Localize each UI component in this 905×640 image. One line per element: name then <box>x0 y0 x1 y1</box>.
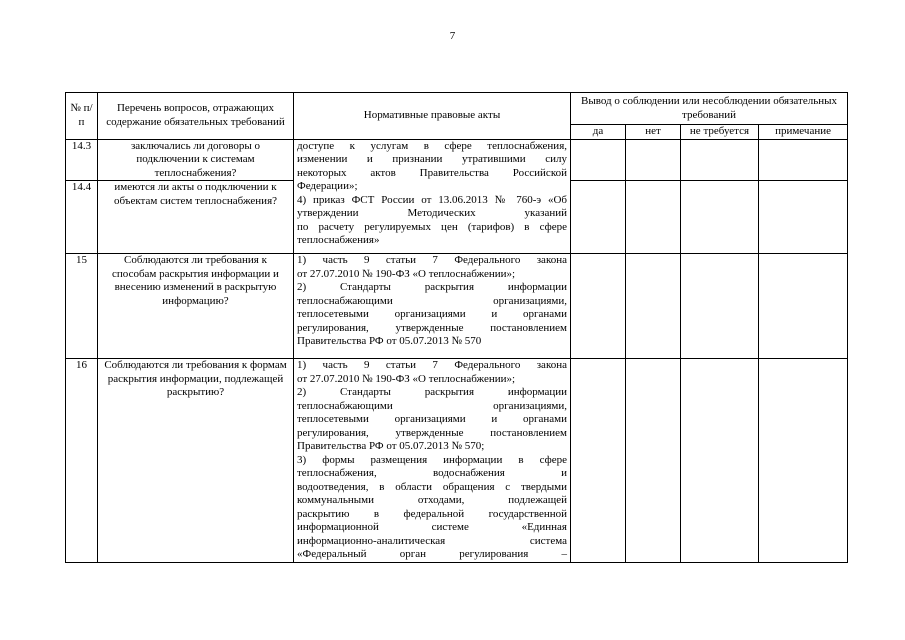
row-question: заключались ли договоры о подключении к системам теплоснабжения? <box>98 139 294 181</box>
acts-line: теплоснабжения, водоснабжения и <box>297 467 567 479</box>
acts-line: изменении и признании утратившими силу <box>297 153 567 165</box>
cell-yes <box>571 254 626 359</box>
cell-not-required <box>681 254 759 359</box>
row-number: 14.4 <box>66 181 98 254</box>
acts-line: теплосетевыми организациями и органами <box>297 413 567 425</box>
cell-not-required <box>681 181 759 254</box>
acts-line: теплоснабжающими организациями, <box>297 399 567 412</box>
row-question: Соблюдаются ли требования к формам раскрытия информации, подлежащей раскрытию? <box>98 359 294 563</box>
row-number: 16 <box>66 359 98 563</box>
page-number: 7 <box>449 30 456 42</box>
cell-no <box>626 254 681 359</box>
acts-line: от 27.07.2010 № 190-ФЗ «О теплоснабжении»; <box>297 372 516 385</box>
acts-line: коммунальными отходами, подлежащей <box>297 494 567 506</box>
cell-no <box>626 359 681 563</box>
acts-line: 3) формы размещения информации в сфере <box>297 453 567 466</box>
cell-yes <box>571 359 626 563</box>
row-legal-acts <box>294 359 571 563</box>
acts-line: Федерации»; <box>297 180 358 192</box>
acts-line: доступе к услугам в сфере теплоснабжения, <box>297 139 567 152</box>
acts-line: информационной системе «Единная <box>297 521 567 533</box>
acts-line: некоторых актов Правительства Российской <box>297 166 567 179</box>
acts-line: теплоснабжающими организациями, <box>297 294 567 307</box>
table-row <box>66 139 848 181</box>
acts-line: регулирования, утвержденные постановлением <box>297 321 567 334</box>
acts-line: 1) часть 9 статьи 7 Федерального закона <box>297 359 567 371</box>
header-conclusion: Вывод о соблюдении или несоблюдении обязательных требований <box>571 93 848 125</box>
cell-yes <box>571 181 626 254</box>
acts-line: от 27.07.2010 № 190-ФЗ «О теплоснабжении»; <box>297 267 516 280</box>
acts-line: информационно-аналитическая система <box>297 534 567 547</box>
row-number: 14.3 <box>66 139 98 181</box>
acts-line: 1) часть 9 статьи 7 Федерального закона <box>297 254 567 266</box>
header-not-required: не требуется <box>681 125 759 140</box>
acts-line: 2) Стандарты раскрытия информации <box>297 386 567 398</box>
acts-line: регулирования, утвержденные постановлением <box>297 426 567 439</box>
header-questions: Перечень вопросов, отражающих содержание обязательных требований <box>98 93 294 140</box>
acts-line: утверждении Методических указаний <box>297 207 567 219</box>
acts-line: по расчету регулируемых цен (тарифов) в сфере <box>297 220 567 233</box>
cell-not-required <box>681 139 759 181</box>
acts-line: Правительства РФ от 05.07.2013 № 570 <box>297 335 482 347</box>
acts-line: «Федеральный орган регулирования – <box>297 548 567 560</box>
acts-line: теплоснабжения» <box>297 234 380 246</box>
requirements-table <box>65 92 848 563</box>
cell-yes <box>571 139 626 181</box>
acts-line: теплосетевыми организациями и органами <box>297 308 567 320</box>
cell-note <box>759 181 848 254</box>
row-legal-acts <box>294 254 571 359</box>
cell-not-required <box>681 359 759 563</box>
cell-note <box>759 139 848 181</box>
acts-line: 2) Стандарты раскрытия информации <box>297 281 567 293</box>
acts-line: раскрытию в федеральной государственной <box>297 507 567 520</box>
acts-line: 4) приказ ФСТ России от 13.06.2013 № 760-э «Об <box>297 193 567 206</box>
cell-note <box>759 359 848 563</box>
acts-line: Правительства РФ от 05.07.2013 № 570; <box>297 440 485 452</box>
row-question: имеются ли акты о подключении к объектам систем теплоснабжения? <box>98 181 294 254</box>
cell-no <box>626 139 681 181</box>
table-row <box>66 359 848 563</box>
row-number: 15 <box>66 254 98 359</box>
acts-line: водоотведения, в области обращения с твердыми <box>297 480 567 493</box>
header-no: нет <box>626 125 681 140</box>
cell-note <box>759 254 848 359</box>
header-note: примечание <box>759 125 848 140</box>
cell-no <box>626 181 681 254</box>
table-row <box>66 254 848 359</box>
header-number: № п/п <box>66 93 98 140</box>
row-question: Соблюдаются ли требования к способам раскрытия информации и внесению изменений в раскрытую информацию? <box>98 254 294 359</box>
row-legal-acts <box>294 139 571 254</box>
header-yes: да <box>571 125 626 140</box>
header-legal-acts: Нормативные правовые акты <box>294 93 571 140</box>
